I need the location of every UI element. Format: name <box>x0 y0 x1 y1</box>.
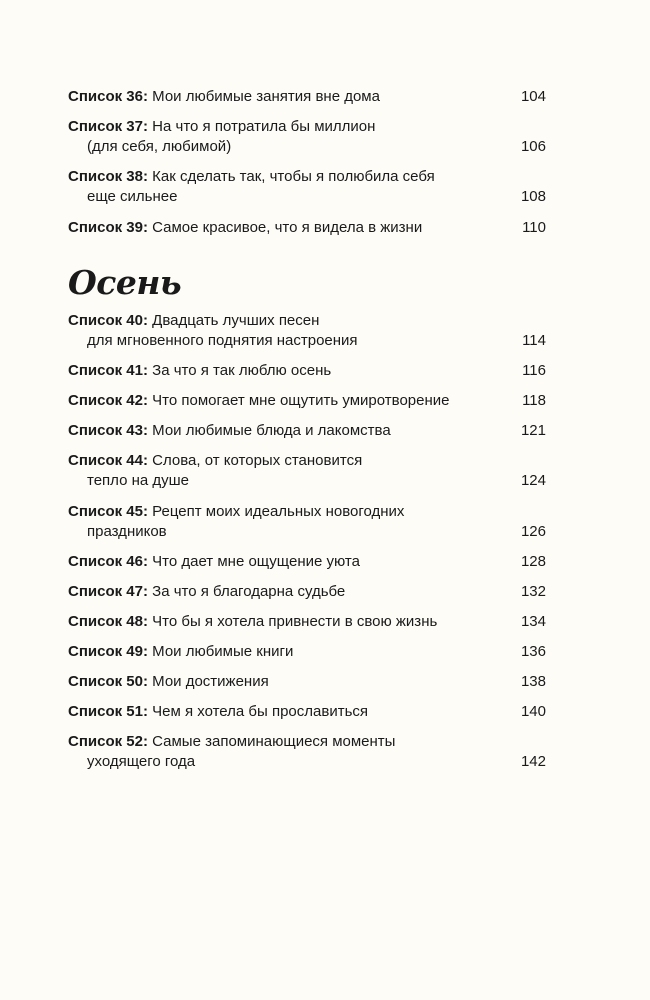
page-number: 136 <box>520 643 546 660</box>
entry-title: Мои достижения <box>152 673 269 690</box>
page-number: 126 <box>520 523 546 540</box>
entry-title-continued: праздников <box>87 523 167 540</box>
entry-title: Мои любимые занятия вне дома <box>152 88 380 105</box>
entry-title: Чем я хотела бы прославиться <box>152 703 369 720</box>
page-number: 140 <box>520 703 546 720</box>
entry-label: Список 50: <box>68 673 148 690</box>
entry-title: Самые запоминающиеся моменты <box>152 733 396 750</box>
entry-title-continued: (для себя, любимой) <box>87 138 232 155</box>
toc-entry-45 <box>68 502 546 542</box>
toc-entry-37 <box>68 117 546 157</box>
entry-label: Список 43: <box>68 422 148 439</box>
entry-title: На что я потратила бы миллион <box>152 118 376 135</box>
toc-entry-49 <box>68 642 546 662</box>
entry-title: Что помогает мне ощутить умиротворение <box>152 392 450 409</box>
entry-title: За что я так люблю осень <box>152 362 332 379</box>
page-number: 114 <box>522 332 546 349</box>
page-number: 134 <box>520 613 546 630</box>
page-number: 142 <box>520 753 546 770</box>
toc-entry-52 <box>68 732 546 772</box>
toc-entry-39 <box>68 218 546 238</box>
entry-label: Список 46: <box>68 553 148 570</box>
page-number: 104 <box>520 88 546 105</box>
entry-label: Список 45: <box>68 503 148 520</box>
entry-title-continued: уходящего года <box>87 753 196 770</box>
entry-title: Что дает мне ощущение уюта <box>152 553 360 570</box>
entry-label: Список 48: <box>68 613 148 630</box>
entry-title: Мои любимые книги <box>152 643 294 660</box>
entry-label: Список 40: <box>68 312 148 329</box>
entry-label: Список 37: <box>68 118 148 135</box>
toc-entry-38 <box>68 167 546 207</box>
entry-title: Двадцать лучших песен <box>152 312 320 329</box>
entry-label: Список 39: <box>68 219 148 236</box>
toc-entry-47 <box>68 582 546 602</box>
entry-label: Список 38: <box>68 168 148 185</box>
page-number: 132 <box>520 583 546 600</box>
page-number: 124 <box>520 472 546 489</box>
entry-label: Список 47: <box>68 583 148 600</box>
entry-label: Список 44: <box>68 452 148 469</box>
entry-title-continued: для мгновенного поднятия настроения <box>87 332 358 349</box>
entry-label: Список 49: <box>68 643 148 660</box>
entry-label: Список 41: <box>68 362 148 379</box>
page-number: 108 <box>520 188 546 205</box>
page-number: 121 <box>520 422 546 439</box>
entry-title-continued: еще сильнее <box>87 188 178 205</box>
page-number: 128 <box>520 553 546 570</box>
toc-entry-46 <box>68 552 546 572</box>
toc-entry-42 <box>68 391 546 411</box>
toc-entry-48 <box>68 612 546 632</box>
section-title: Осень <box>68 263 182 302</box>
page-number: 116 <box>522 362 546 379</box>
page-number: 110 <box>522 219 546 236</box>
entry-label: Список 52: <box>68 733 148 750</box>
toc-entry-44 <box>68 451 546 491</box>
toc-entry-40 <box>68 311 546 351</box>
page-number: 106 <box>520 138 546 155</box>
entry-label: Список 36: <box>68 88 148 105</box>
page-number: 138 <box>520 673 546 690</box>
entry-title: Самое красивое, что я видела в жизни <box>152 219 423 236</box>
entry-title: За что я благодарна судьбе <box>152 583 346 600</box>
entry-label: Список 42: <box>68 392 148 409</box>
entry-title: Как сделать так, чтобы я полюбила себя <box>152 168 435 185</box>
toc-entry-36 <box>68 87 546 107</box>
entry-title: Что бы я хотела привнести в свою жизнь <box>152 613 438 630</box>
toc-entry-50 <box>68 672 546 692</box>
entry-title: Рецепт моих идеальных новогодних <box>152 503 405 520</box>
toc-entry-43 <box>68 421 546 441</box>
entry-title-continued: тепло на душе <box>87 472 190 489</box>
toc-entry-51 <box>68 702 546 722</box>
page-number: 118 <box>522 392 546 409</box>
entry-title: Мои любимые блюда и лакомства <box>152 422 391 439</box>
entry-title: Слова, от которых становится <box>152 452 363 469</box>
entry-label: Список 51: <box>68 703 148 720</box>
toc-entry-41 <box>68 361 546 381</box>
